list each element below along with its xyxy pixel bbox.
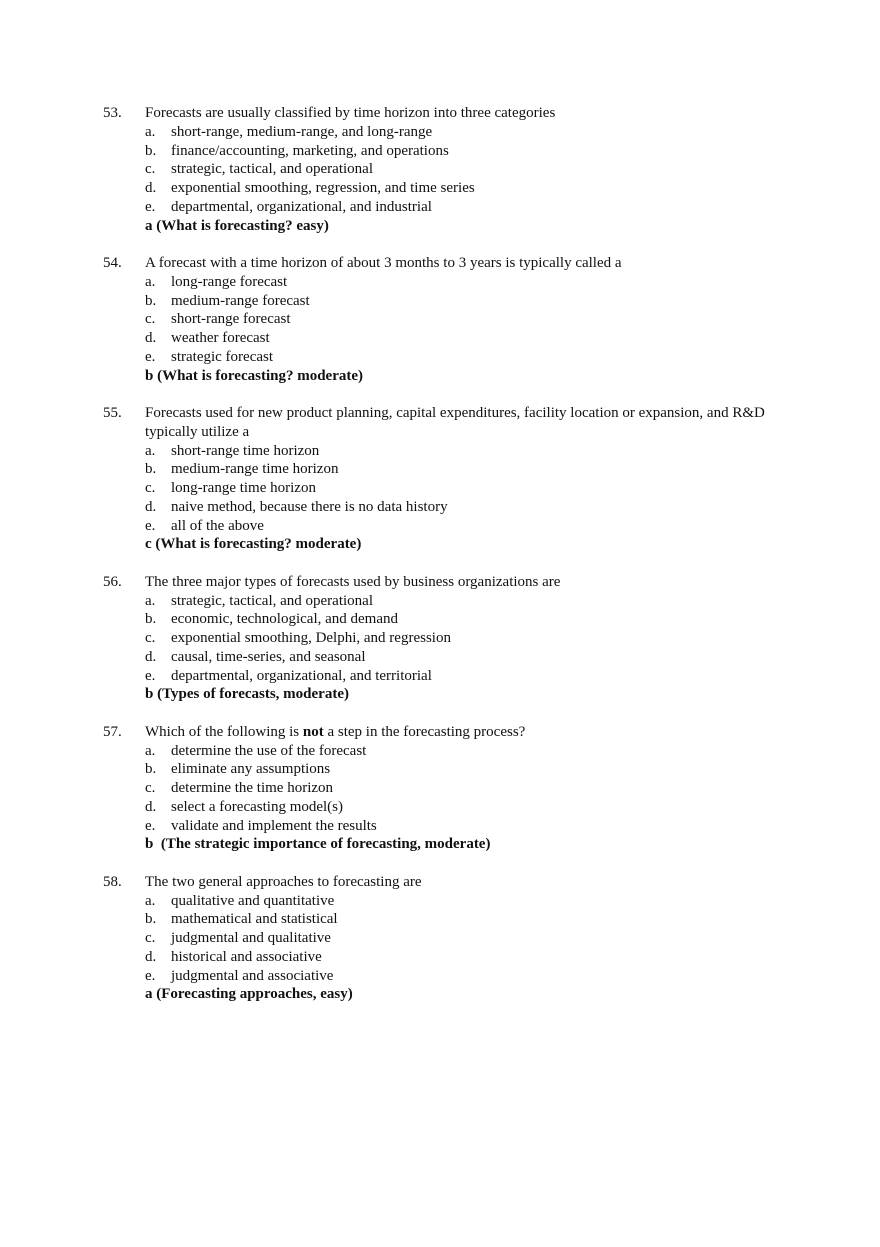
option-text: qualitative and quantitative xyxy=(171,892,335,909)
option-letter: c. xyxy=(145,630,156,646)
option-text: causal, time-series, and seasonal xyxy=(171,648,366,665)
option-text: finance/accounting, marketing, and operations xyxy=(171,142,449,159)
answer-option xyxy=(145,273,783,292)
option-text: exponential smoothing, Delphi, and regression xyxy=(171,630,451,646)
answer-option xyxy=(145,517,783,536)
option-text: strategic, tactical, and operational xyxy=(171,161,373,178)
answer-option xyxy=(145,610,783,629)
answer-key: a (What is forecasting? easy) xyxy=(145,217,329,234)
answer-key: b (What is forecasting? moderate) xyxy=(145,367,364,384)
answer-option xyxy=(145,592,783,611)
option-text: medium-range forecast xyxy=(171,292,310,309)
option-letter: b. xyxy=(145,611,157,628)
question-text xyxy=(145,573,783,592)
option-letter: e. xyxy=(145,517,156,534)
option-letter: c. xyxy=(145,161,156,178)
option-letter: d. xyxy=(145,330,157,346)
answer-option xyxy=(145,198,783,217)
option-text: naive method, because there is no data history xyxy=(171,498,448,515)
answer-option xyxy=(145,479,783,498)
option-letter: a. xyxy=(145,123,156,140)
question-57 xyxy=(103,723,783,854)
option-text: strategic, tactical, and operational xyxy=(171,592,373,609)
answer-key: b (The strategic importance of forecasting, moderate) xyxy=(145,836,491,853)
answer-option xyxy=(145,442,783,461)
question-text-body: Forecasts used for new product planning, capital expenditures, facility location or expansion, and R&D typically utilize a xyxy=(145,405,765,440)
answer-key: b (Types of forecasts, moderate) xyxy=(145,686,349,703)
question-number: 55. xyxy=(103,405,122,421)
option-letter: d. xyxy=(145,648,157,665)
question-56 xyxy=(103,573,783,704)
question-number: 58. xyxy=(103,873,122,890)
answer-option xyxy=(145,629,783,648)
option-text: determine the time horizon xyxy=(171,780,334,796)
answer-option xyxy=(145,742,783,761)
option-text: medium-range time horizon xyxy=(171,461,339,478)
answer-option xyxy=(145,179,783,198)
question-53 xyxy=(103,104,783,235)
answer-key: a (Forecasting approaches, easy) xyxy=(145,986,353,1003)
answer-option xyxy=(145,123,783,142)
answer-option xyxy=(145,910,783,929)
option-letter: d. xyxy=(145,798,157,815)
question-text xyxy=(145,254,783,273)
question-text xyxy=(145,723,783,742)
option-letter: b. xyxy=(145,461,157,478)
option-text: long-range forecast xyxy=(171,273,288,290)
answer-option xyxy=(145,667,783,686)
option-letter: c. xyxy=(145,311,156,328)
answer-option xyxy=(145,460,783,479)
option-letter: c. xyxy=(145,480,156,496)
option-letter: a. xyxy=(145,742,156,759)
answer-option xyxy=(145,948,783,967)
option-text: historical and associative xyxy=(171,948,322,965)
answer-option xyxy=(145,498,783,517)
answer-option xyxy=(145,798,783,817)
option-letter: d. xyxy=(145,498,157,515)
answer-option xyxy=(145,160,783,179)
question-number: 57. xyxy=(103,723,122,740)
question-text-body: A forecast with a time horizon of about 3 months to 3 years is typically called a xyxy=(145,255,622,271)
answer-option xyxy=(145,967,783,986)
option-letter: a. xyxy=(145,273,156,290)
option-letter: d. xyxy=(145,948,157,965)
option-letter: e. xyxy=(145,348,156,365)
option-letter: b. xyxy=(145,911,157,928)
option-text: all of the above xyxy=(171,517,264,534)
option-text: select a forecasting model(s) xyxy=(171,798,344,815)
answer-option xyxy=(145,329,783,348)
option-text: short-range, medium-range, and long-range xyxy=(171,123,433,140)
question-text-body: The two general approaches to forecasting are xyxy=(145,873,422,890)
option-text: judgmental and qualitative xyxy=(171,930,331,946)
question-text xyxy=(145,104,783,123)
option-text: mathematical and statistical xyxy=(171,911,338,928)
option-text: short-range time horizon xyxy=(171,442,320,459)
answer-option xyxy=(145,648,783,667)
question-text xyxy=(145,404,783,442)
option-letter: a. xyxy=(145,592,156,609)
answer-option xyxy=(145,142,783,161)
option-letter: c. xyxy=(145,780,156,796)
question-number: 56. xyxy=(103,573,122,590)
answer-option xyxy=(145,892,783,911)
answer-option xyxy=(145,760,783,779)
question-text-body: Forecasts are usually classified by time horizon into three categories xyxy=(145,105,556,121)
answer-key: c (What is forecasting? moderate) xyxy=(145,536,362,553)
option-text: eliminate any assumptions xyxy=(171,761,331,778)
option-text: long-range time horizon xyxy=(171,480,316,496)
option-letter: b. xyxy=(145,761,157,778)
option-text: weather forecast xyxy=(171,330,270,346)
option-letter: e. xyxy=(145,667,156,684)
question-number: 53. xyxy=(103,105,122,121)
option-letter: d. xyxy=(145,180,157,196)
option-text: strategic forecast xyxy=(171,348,274,365)
question-55 xyxy=(103,404,783,554)
option-text: determine the use of the forecast xyxy=(171,742,367,759)
answer-option xyxy=(145,779,783,798)
question-54 xyxy=(103,254,783,385)
option-text: exponential smoothing, regression, and time series xyxy=(171,180,475,196)
option-text: departmental, organizational, and industrial xyxy=(171,198,432,215)
question-text xyxy=(145,873,783,892)
answer-option xyxy=(145,817,783,836)
answer-option xyxy=(145,310,783,329)
option-letter: b. xyxy=(145,292,157,309)
question-number: 54. xyxy=(103,255,122,271)
question-text-emphasis: not xyxy=(302,723,324,740)
option-letter: e. xyxy=(145,817,156,834)
option-letter: e. xyxy=(145,198,156,215)
answer-option xyxy=(145,292,783,311)
option-text: departmental, organizational, and territorial xyxy=(171,667,432,684)
option-text: short-range forecast xyxy=(171,311,291,328)
question-58 xyxy=(103,873,783,1004)
answer-option xyxy=(145,348,783,367)
option-text: economic, technological, and demand xyxy=(171,611,398,628)
question-list xyxy=(103,104,783,1023)
option-letter: c. xyxy=(145,930,156,946)
option-letter: e. xyxy=(145,967,156,984)
question-text-post: a step in the forecasting process? xyxy=(323,723,526,740)
option-letter: a. xyxy=(145,442,156,459)
question-text-pre: Which of the following is xyxy=(145,723,303,740)
option-letter: b. xyxy=(145,142,157,159)
option-letter: a. xyxy=(145,892,156,909)
question-text-body: The three major types of forecasts used by business organizations are xyxy=(145,573,561,590)
option-text: judgmental and associative xyxy=(171,967,334,984)
option-text: validate and implement the results xyxy=(171,817,377,834)
answer-option xyxy=(145,929,783,948)
